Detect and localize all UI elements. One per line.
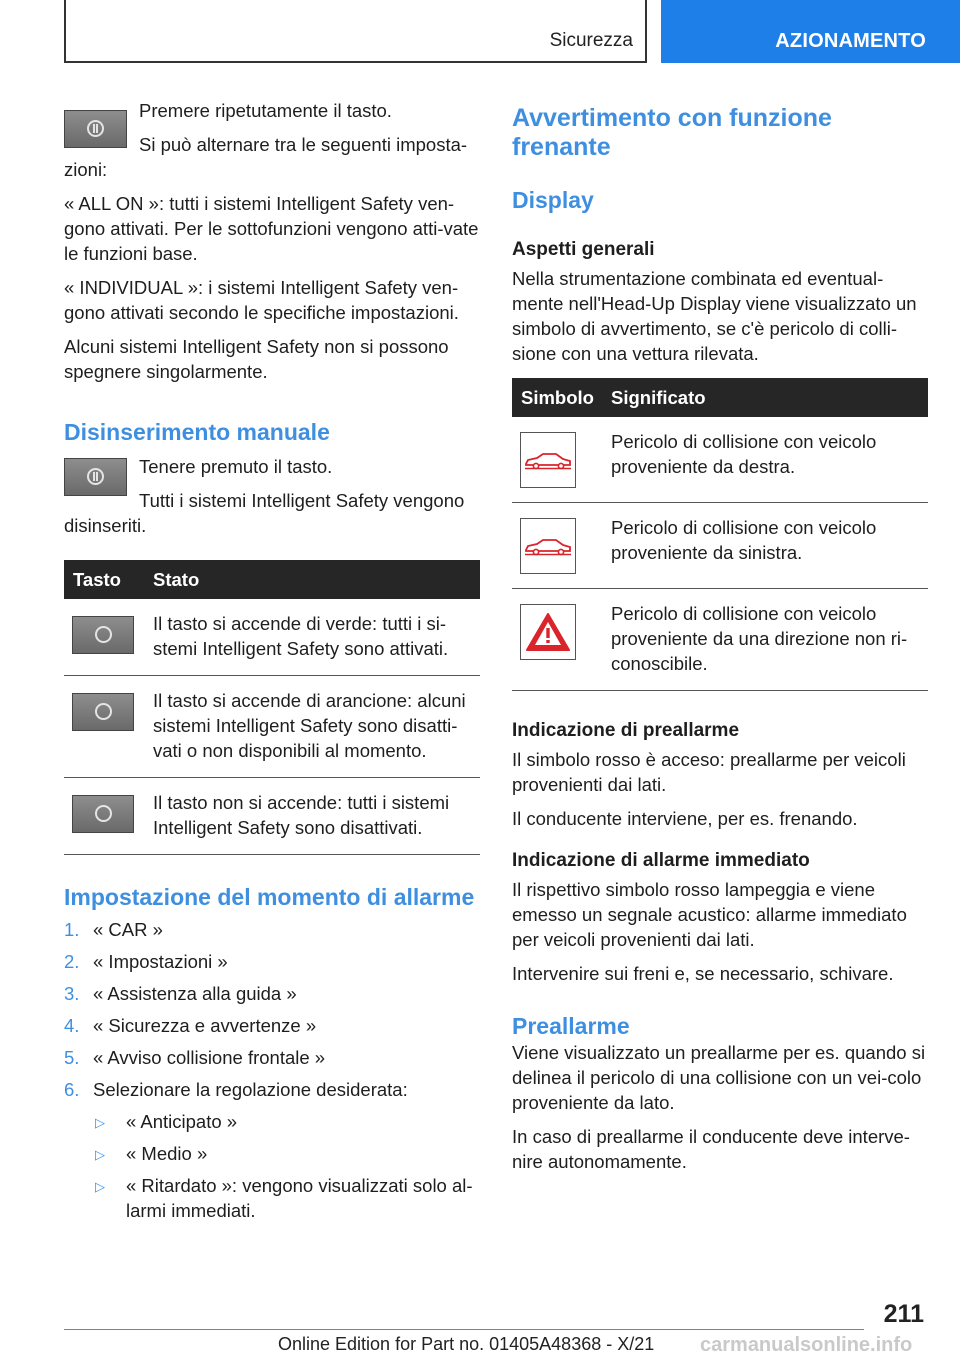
safety-button-icon bbox=[64, 458, 127, 496]
table-row bbox=[64, 599, 480, 676]
status-text: Il tasto si accende di arancione: alcuni sistemi Intelligent Safety sono disatti-vati o non disponibili al momento. bbox=[144, 676, 480, 778]
list-item: 3. « Assistenza alla guida » bbox=[64, 983, 297, 1004]
warning-triangle-icon bbox=[520, 604, 576, 660]
right-column bbox=[512, 98, 928, 1183]
safety-button-icon bbox=[64, 110, 127, 148]
prealarm-desc-2: In caso di preallarme il conducente deve interve-nire autonomamente. bbox=[512, 1126, 910, 1172]
table-row bbox=[64, 778, 480, 855]
button-orange-icon bbox=[72, 693, 134, 731]
prealarm-indication-heading: Indicazione di preallarme bbox=[512, 720, 740, 741]
prealarm-text-2: Il conducente interviene, per es. frenando. bbox=[512, 808, 858, 829]
individual-text: « INDIVIDUAL »: i sistemi Intelligent Safety ven-gono attivati secondo le specifiche impostazioni. bbox=[64, 277, 459, 323]
car-right-icon bbox=[520, 432, 576, 488]
press-repeat-block bbox=[64, 98, 480, 182]
triangle-bullet-icon: ▷ bbox=[95, 1147, 105, 1162]
symbol-table bbox=[512, 378, 928, 691]
hold-button-block bbox=[64, 454, 480, 538]
edition-text: Online Edition for Part no. 01405A48368 - X/21 bbox=[278, 1334, 655, 1354]
car-left-icon bbox=[520, 518, 576, 574]
status-text: Il tasto non si accende: tutti i sistemi Intelligent Safety sono disattivati. bbox=[144, 778, 480, 855]
steps-list bbox=[64, 917, 480, 1102]
watermark-text: carmanualsonline.info bbox=[700, 1334, 913, 1356]
immediate-text-1: Il rispettivo simbolo rosso lampeggia e viene emesso un segnale acustico: allarme immediato per veicoli provenienti dai lati. bbox=[512, 879, 907, 950]
table-header-button: Tasto bbox=[64, 560, 144, 599]
list-item: ▷ « Anticipato » bbox=[93, 1109, 480, 1134]
list-item: ▷ « Ritardato »: vengono visualizzati solo al-larmi immediati. bbox=[95, 1175, 473, 1221]
table-header-status: Stato bbox=[144, 560, 480, 599]
general-text: Nella strumentazione combinata ed eventual-mente nell'Head-Up Display viene visualizzato un simbolo di avvertimento, se c'è pericolo di colli-sione con una vettura rilevata. bbox=[512, 268, 917, 364]
press-repeat-text: Premere ripetutamente il tasto. bbox=[139, 100, 392, 121]
list-item: ▷ « Medio » bbox=[93, 1141, 480, 1166]
immediate-alarm-heading: Indicazione di allarme immediato bbox=[512, 850, 810, 871]
hold-text: Tenere premuto il tasto. bbox=[139, 456, 333, 477]
table-row bbox=[512, 589, 928, 691]
status-text: Il tasto si accende di verde: tutti i si-stemi Intelligent Safety sono attivati. bbox=[144, 599, 480, 676]
list-item: 6. Selezionare la regolazione desiderata: bbox=[64, 1079, 408, 1100]
triangle-bullet-icon: ▷ bbox=[95, 1179, 105, 1194]
header-section-tab bbox=[64, 0, 647, 63]
button-green-icon bbox=[72, 616, 134, 654]
footer-divider bbox=[64, 1329, 864, 1330]
display-heading: Display bbox=[512, 187, 594, 213]
prealarm-heading: Preallarme bbox=[512, 1013, 630, 1039]
prealarm-desc-1: Viene visualizzato un preallarme per es. quando si delinea il pericolo di una collisione con un vei-colo proveniente da lato. bbox=[512, 1042, 926, 1113]
prealarm-text-1: Il simbolo rosso è acceso: preallarme per veicoli provenienti dai lati. bbox=[512, 749, 906, 795]
alternate-text: Si può alternare tra le seguenti imposta-zioni: bbox=[64, 134, 468, 180]
table-row bbox=[512, 417, 928, 503]
table-header-symbol: Simbolo bbox=[512, 378, 602, 417]
meaning-text: Pericolo di collisione con veicolo proveniente da sinistra. bbox=[602, 503, 928, 589]
options-list bbox=[93, 1109, 480, 1223]
deactivated-text: Tutti i sistemi Intelligent Safety vengono disinseriti. bbox=[64, 490, 465, 536]
table-row bbox=[512, 503, 928, 589]
list-item: 2. « Impostazioni » bbox=[64, 951, 228, 972]
page-number: 211 bbox=[883, 1300, 924, 1328]
button-status-table bbox=[64, 560, 480, 855]
left-column bbox=[64, 98, 480, 1230]
header-section-label: Sicurezza bbox=[549, 30, 633, 51]
list-item: 1. « CAR » bbox=[64, 919, 163, 940]
list-item: 4. « Sicurezza e avvertenze » bbox=[64, 1015, 317, 1036]
not-switchable-text: Alcuni sistemi Intelligent Safety non si possono spegnere singolarmente. bbox=[64, 336, 449, 382]
meaning-text: Pericolo di collisione con veicolo proveniente da destra. bbox=[602, 417, 928, 503]
warning-timing-heading: Impostazione del momento di allarme bbox=[64, 884, 475, 910]
main-heading: Avvertimento con funzione frenante bbox=[512, 104, 832, 161]
table-header-meaning: Significato bbox=[602, 378, 928, 417]
immediate-text-2: Intervenire sui freni e, se necessario, schivare. bbox=[512, 963, 894, 984]
list-item: 5. « Avviso collisione frontale » bbox=[64, 1047, 326, 1068]
header-chapter-tab bbox=[661, 0, 960, 63]
triangle-bullet-icon: ▷ bbox=[95, 1115, 105, 1130]
all-on-text: « ALL ON »: tutti i sistemi Intelligent Safety ven-gono attivati. Per le sottofunzioni vengono atti-vate le funzioni base. bbox=[64, 193, 479, 264]
button-off-icon bbox=[72, 795, 134, 833]
table-row bbox=[64, 676, 480, 778]
general-heading: Aspetti generali bbox=[512, 239, 655, 260]
manual-off-heading: Disinserimento manuale bbox=[64, 419, 330, 445]
header-chapter-label: AZIONAMENTO bbox=[775, 30, 926, 52]
meaning-text: Pericolo di collisione con veicolo proveniente da una direzione non ri-conoscibile. bbox=[602, 589, 928, 691]
